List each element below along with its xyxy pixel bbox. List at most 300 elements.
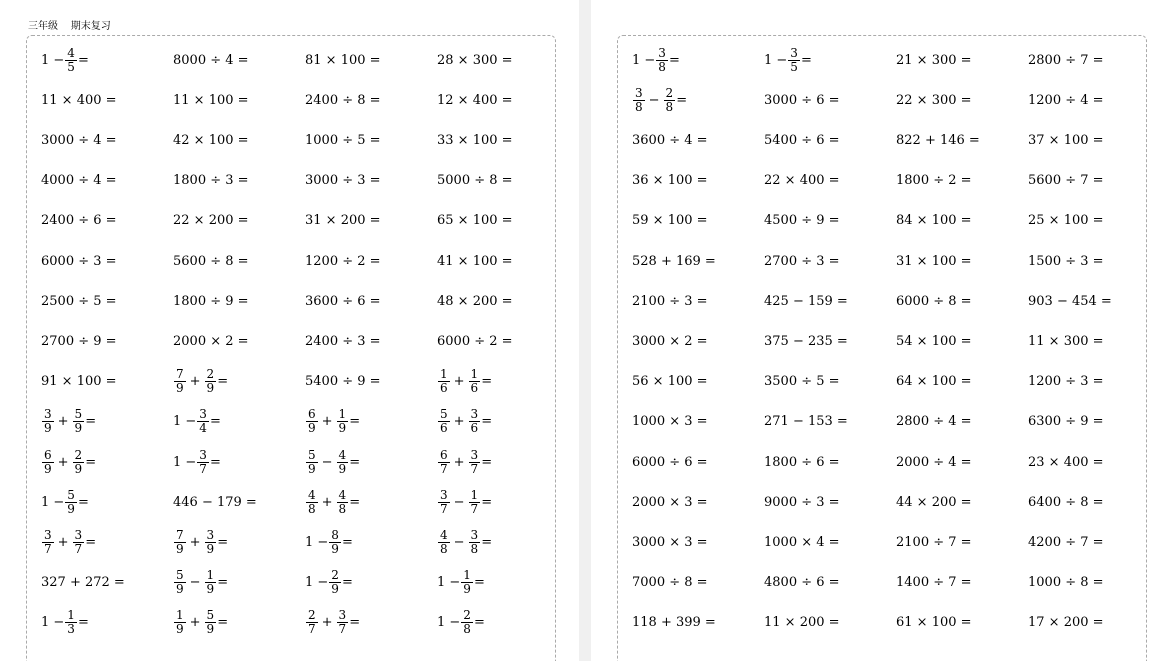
fraction-denominator: 7 xyxy=(470,501,479,516)
fraction-numerator: 3 xyxy=(206,527,215,542)
problem-text: 375 − 235 = xyxy=(764,333,848,349)
fraction xyxy=(337,449,349,476)
problem-text: 528 + 169 = xyxy=(632,253,716,269)
math-problem xyxy=(896,482,1028,522)
problem-text: 2700 ÷ 3 = xyxy=(764,253,840,269)
fraction xyxy=(788,47,800,74)
math-problem xyxy=(1028,402,1147,442)
equals-sign: = xyxy=(349,454,361,470)
problem-text: 3600 ÷ 4 = xyxy=(632,132,708,148)
math-problem xyxy=(764,482,896,522)
fraction-numerator: 3 xyxy=(440,487,448,502)
fraction xyxy=(42,529,54,556)
problem-text: 33 × 100 = xyxy=(437,132,513,148)
problem-text: 6000 ÷ 6 = xyxy=(632,454,708,470)
fraction-denominator: 9 xyxy=(206,541,215,556)
fraction-numerator: 6 xyxy=(308,407,316,422)
fraction-denominator: 9 xyxy=(44,461,52,476)
fraction-numerator: 3 xyxy=(470,447,479,462)
math-problem xyxy=(41,201,173,241)
fraction-numerator: 2 xyxy=(331,568,339,583)
math-problem xyxy=(764,563,896,603)
fraction xyxy=(306,489,318,516)
fraction-numerator: 4 xyxy=(440,527,448,542)
math-problem xyxy=(1028,241,1147,281)
problem-text: 1 − xyxy=(437,615,461,631)
problem-text: 11 × 300 = xyxy=(1028,333,1104,349)
fraction-numerator: 3 xyxy=(199,447,207,462)
fraction-denominator: 5 xyxy=(67,59,75,74)
fraction xyxy=(174,569,186,596)
operator: + xyxy=(321,414,333,430)
fraction-denominator: 9 xyxy=(308,421,316,436)
problem-grid-right xyxy=(618,36,1146,661)
problem-text: 48 × 200 = xyxy=(437,293,513,309)
math-problem xyxy=(1028,40,1147,80)
equals-sign: = xyxy=(209,414,221,430)
problem-text: 11 × 100 = xyxy=(173,92,249,108)
math-problem xyxy=(305,482,437,522)
math-problem xyxy=(305,522,437,562)
math-problem xyxy=(896,161,1028,201)
problem-text: 1000 × 4 = xyxy=(764,534,840,550)
fraction-denominator: 9 xyxy=(176,622,184,637)
problem-text: 2000 ÷ 4 = xyxy=(896,454,972,470)
fraction-denominator: 9 xyxy=(206,381,215,396)
math-problem xyxy=(1028,321,1147,361)
math-problem xyxy=(632,603,764,643)
math-problem xyxy=(437,563,556,603)
fraction-denominator: 9 xyxy=(338,421,347,436)
problem-text: 1 − xyxy=(41,494,65,510)
problem-text: 2400 ÷ 6 = xyxy=(41,213,117,229)
problem-text: 1 − xyxy=(305,534,329,550)
fraction-numerator: 4 xyxy=(308,487,316,502)
fraction-denominator: 3 xyxy=(67,622,75,637)
problem-text: 37 × 100 = xyxy=(1028,132,1104,148)
fraction-numerator: 1 xyxy=(470,367,479,382)
fraction xyxy=(65,47,77,74)
fraction xyxy=(337,609,349,636)
fraction xyxy=(306,609,318,636)
fraction-numerator: 3 xyxy=(199,407,207,422)
problem-text: 2700 ÷ 9 = xyxy=(41,333,117,349)
problem-text: 1800 ÷ 2 = xyxy=(896,173,972,189)
problem-text: 1200 ÷ 3 = xyxy=(1028,374,1104,390)
fraction-denominator: 9 xyxy=(176,582,184,597)
fraction-denominator: 7 xyxy=(470,461,479,476)
equals-sign: = xyxy=(85,454,97,470)
problem-text: 11 × 400 = xyxy=(41,92,117,108)
math-problem xyxy=(437,442,556,482)
equals-sign: = xyxy=(217,615,229,631)
problem-text: 1 − xyxy=(764,52,788,68)
problem-text: 44 × 200 = xyxy=(896,494,972,510)
fraction-denominator: 9 xyxy=(331,582,339,597)
fraction-numerator: 3 xyxy=(338,608,347,623)
operator: − xyxy=(321,454,333,470)
fraction-denominator: 8 xyxy=(308,501,316,516)
operator: + xyxy=(321,615,333,631)
equals-sign: = xyxy=(209,454,221,470)
math-problem xyxy=(764,40,896,80)
fraction-denominator: 8 xyxy=(463,622,471,637)
math-problem xyxy=(41,482,173,522)
fraction-numerator: 1 xyxy=(463,568,471,583)
problem-text: 1000 × 3 = xyxy=(632,414,708,430)
math-problem xyxy=(41,241,173,281)
math-problem xyxy=(896,40,1028,80)
math-problem xyxy=(896,201,1028,241)
math-problem xyxy=(896,362,1028,402)
problem-text: 3000 ÷ 3 = xyxy=(305,173,381,189)
math-problem xyxy=(632,161,764,201)
operator: + xyxy=(453,454,465,470)
math-problem xyxy=(41,522,173,562)
fraction xyxy=(73,529,85,556)
operator: − xyxy=(453,534,465,550)
fraction xyxy=(205,529,217,556)
operator: − xyxy=(189,575,201,591)
fraction xyxy=(469,368,481,395)
fraction-numerator: 7 xyxy=(176,527,184,542)
math-problem xyxy=(173,563,305,603)
equals-sign: = xyxy=(217,374,229,390)
fraction-denominator: 9 xyxy=(463,582,471,597)
equals-sign: = xyxy=(349,414,361,430)
math-problem xyxy=(896,281,1028,321)
fraction-numerator: 3 xyxy=(44,527,52,542)
math-problem xyxy=(764,321,896,361)
problem-text: 56 × 100 = xyxy=(632,374,708,390)
problem-text: 1200 ÷ 4 = xyxy=(1028,92,1104,108)
equals-sign: = xyxy=(217,575,229,591)
math-problem xyxy=(764,522,896,562)
math-problem xyxy=(41,603,173,643)
problem-text: 2000 × 3 = xyxy=(632,494,708,510)
problem-text: 6300 ÷ 9 = xyxy=(1028,414,1104,430)
problem-text: 1 − xyxy=(632,52,656,68)
fraction xyxy=(197,408,209,435)
problem-grid-left xyxy=(27,36,555,661)
math-problem xyxy=(896,522,1028,562)
problem-text: 65 × 100 = xyxy=(437,213,513,229)
equals-sign: = xyxy=(349,615,361,631)
equals-sign: = xyxy=(481,534,493,550)
fraction-denominator: 9 xyxy=(176,381,184,396)
fraction-denominator: 8 xyxy=(658,59,666,74)
math-problem xyxy=(305,161,437,201)
equals-sign: = xyxy=(341,534,353,550)
problem-text: 42 × 100 = xyxy=(173,132,249,148)
math-problem xyxy=(764,281,896,321)
math-problem xyxy=(1028,522,1147,562)
problem-text: 822 + 146 = xyxy=(896,132,980,148)
fraction-denominator: 8 xyxy=(470,541,479,556)
math-problem xyxy=(41,402,173,442)
fraction-denominator: 9 xyxy=(44,421,52,436)
fraction xyxy=(65,489,77,516)
fraction-denominator: 8 xyxy=(338,501,347,516)
math-problem xyxy=(764,241,896,281)
problem-text: 1800 ÷ 3 = xyxy=(173,173,249,189)
problem-text: 3000 × 3 = xyxy=(632,534,708,550)
fraction-numerator: 2 xyxy=(74,447,83,462)
problem-text: 6000 ÷ 8 = xyxy=(896,293,972,309)
problem-text: 23 × 400 = xyxy=(1028,454,1104,470)
fraction-denominator: 7 xyxy=(440,501,448,516)
math-problem xyxy=(437,482,556,522)
fraction xyxy=(205,368,217,395)
problem-text: 3000 ÷ 4 = xyxy=(41,132,117,148)
operator: + xyxy=(321,494,333,510)
equals-sign: = xyxy=(77,615,89,631)
problem-text: 91 × 100 = xyxy=(41,374,117,390)
math-problem xyxy=(173,40,305,80)
math-problem xyxy=(632,482,764,522)
problem-text: 1000 ÷ 5 = xyxy=(305,132,381,148)
problem-text: 6400 ÷ 8 = xyxy=(1028,494,1104,510)
math-problem xyxy=(437,40,556,80)
equals-sign: = xyxy=(77,494,89,510)
math-problem xyxy=(41,120,173,160)
fraction-numerator: 1 xyxy=(176,608,184,623)
math-problem xyxy=(1028,563,1147,603)
math-problem xyxy=(305,120,437,160)
math-problem xyxy=(173,120,305,160)
math-problem xyxy=(173,281,305,321)
math-problem xyxy=(437,603,556,643)
fraction xyxy=(656,47,668,74)
equals-sign: = xyxy=(668,52,680,68)
fraction-numerator: 5 xyxy=(67,487,75,502)
fraction-denominator: 6 xyxy=(470,381,479,396)
math-problem xyxy=(305,603,437,643)
problem-text: 1 − xyxy=(173,414,197,430)
fraction-numerator: 7 xyxy=(176,367,184,382)
math-problem xyxy=(305,321,437,361)
fraction xyxy=(65,609,77,636)
math-problem xyxy=(632,281,764,321)
fraction xyxy=(205,569,217,596)
fraction xyxy=(461,609,473,636)
problem-text: 3600 ÷ 6 = xyxy=(305,293,381,309)
operator: + xyxy=(453,374,465,390)
math-problem xyxy=(632,241,764,281)
equals-sign: = xyxy=(85,414,97,430)
equals-sign: = xyxy=(473,615,485,631)
math-problem xyxy=(437,241,556,281)
math-problem xyxy=(437,402,556,442)
math-problem xyxy=(1028,442,1147,482)
math-problem xyxy=(41,362,173,402)
fraction xyxy=(42,408,54,435)
equals-sign: = xyxy=(473,575,485,591)
fraction-numerator: 3 xyxy=(635,85,643,100)
fraction xyxy=(438,449,450,476)
math-problem xyxy=(896,321,1028,361)
fraction-denominator: 9 xyxy=(74,461,83,476)
problem-text: 2100 ÷ 7 = xyxy=(896,534,972,550)
math-problem xyxy=(632,40,764,80)
problem-text: 84 × 100 = xyxy=(896,213,972,229)
math-problem xyxy=(764,603,896,643)
math-problem xyxy=(632,120,764,160)
problem-text: 1800 ÷ 9 = xyxy=(173,293,249,309)
math-problem xyxy=(632,522,764,562)
fraction-denominator: 6 xyxy=(470,421,479,436)
math-problem xyxy=(896,120,1028,160)
fraction xyxy=(438,408,450,435)
fraction xyxy=(438,368,450,395)
math-problem xyxy=(305,201,437,241)
math-problem xyxy=(305,281,437,321)
math-problem xyxy=(764,80,896,120)
math-problem xyxy=(437,522,556,562)
fraction xyxy=(337,489,349,516)
problem-text: 3000 ÷ 6 = xyxy=(764,92,840,108)
math-problem xyxy=(305,40,437,80)
fraction-denominator: 7 xyxy=(44,541,52,556)
fraction-denominator: 7 xyxy=(440,461,448,476)
problem-text: 5000 ÷ 8 = xyxy=(437,173,513,189)
math-problem xyxy=(437,120,556,160)
problem-text: 2100 ÷ 3 = xyxy=(632,293,708,309)
problem-text: 2000 × 2 = xyxy=(173,333,249,349)
math-problem xyxy=(173,482,305,522)
fraction-denominator: 9 xyxy=(206,622,215,637)
fraction-denominator: 9 xyxy=(67,501,75,516)
operator: + xyxy=(189,374,201,390)
problem-text: 271 − 153 = xyxy=(764,414,848,430)
math-problem xyxy=(173,321,305,361)
problem-text: 327 + 272 = xyxy=(41,575,125,591)
fraction xyxy=(174,609,186,636)
math-problem xyxy=(41,442,173,482)
fraction xyxy=(197,449,209,476)
problem-text: 2400 ÷ 3 = xyxy=(305,333,381,349)
fraction-denominator: 9 xyxy=(176,541,184,556)
operator: + xyxy=(57,454,69,470)
math-problem xyxy=(173,241,305,281)
operator: − xyxy=(648,92,660,108)
math-problem xyxy=(896,402,1028,442)
fraction xyxy=(461,569,473,596)
math-problem xyxy=(764,120,896,160)
problem-text: 3500 ÷ 5 = xyxy=(764,374,840,390)
problem-text: 8000 ÷ 4 = xyxy=(173,52,249,68)
equals-sign: = xyxy=(77,52,89,68)
fraction xyxy=(469,449,481,476)
problem-text: 1 − xyxy=(41,615,65,631)
problem-text: 31 × 200 = xyxy=(305,213,381,229)
problem-text: 54 × 100 = xyxy=(896,333,972,349)
problem-text: 12 × 400 = xyxy=(437,92,513,108)
fraction xyxy=(337,408,349,435)
problem-text: 5400 ÷ 9 = xyxy=(305,374,381,390)
fraction-denominator: 8 xyxy=(440,541,448,556)
fraction-numerator: 3 xyxy=(790,45,798,60)
fraction xyxy=(664,87,676,114)
fraction-numerator: 2 xyxy=(308,608,316,623)
equals-sign: = xyxy=(800,52,812,68)
math-problem xyxy=(1028,362,1147,402)
math-problem xyxy=(437,161,556,201)
math-problem xyxy=(764,201,896,241)
problem-text: 903 − 454 = xyxy=(1028,293,1112,309)
problem-text: 11 × 200 = xyxy=(764,615,840,631)
math-problem xyxy=(173,161,305,201)
fraction-denominator: 7 xyxy=(308,622,316,637)
math-problem xyxy=(896,442,1028,482)
equals-sign: = xyxy=(481,494,493,510)
equals-sign: = xyxy=(217,534,229,550)
problem-text: 28 × 300 = xyxy=(437,52,513,68)
worksheet-header: 三年级 期末复习 xyxy=(28,21,111,32)
problem-text: 9000 ÷ 3 = xyxy=(764,494,840,510)
fraction-numerator: 4 xyxy=(338,447,347,462)
problem-text: 6000 ÷ 3 = xyxy=(41,253,117,269)
problem-text: 4000 ÷ 4 = xyxy=(41,173,117,189)
fraction-numerator: 6 xyxy=(440,447,448,462)
problem-text: 64 × 100 = xyxy=(896,374,972,390)
fraction xyxy=(73,449,85,476)
math-problem xyxy=(1028,120,1147,160)
fraction-denominator: 9 xyxy=(74,421,83,436)
math-problem xyxy=(173,402,305,442)
problem-text: 31 × 100 = xyxy=(896,253,972,269)
fraction-denominator: 9 xyxy=(308,461,316,476)
math-problem xyxy=(896,80,1028,120)
math-problem xyxy=(41,80,173,120)
problem-text: 1800 ÷ 6 = xyxy=(764,454,840,470)
math-problem xyxy=(41,40,173,80)
math-problem xyxy=(764,402,896,442)
problem-text: 2500 ÷ 5 = xyxy=(41,293,117,309)
operator: + xyxy=(189,534,201,550)
fraction-numerator: 2 xyxy=(665,85,674,100)
problem-text: 1 − xyxy=(41,52,65,68)
fraction-denominator: 7 xyxy=(338,622,347,637)
fraction-numerator: 5 xyxy=(308,447,316,462)
fraction xyxy=(329,569,341,596)
math-problem xyxy=(437,80,556,120)
math-problem xyxy=(1028,603,1147,643)
fraction xyxy=(633,87,645,114)
problem-text: 7000 ÷ 8 = xyxy=(632,575,708,591)
fraction xyxy=(438,489,450,516)
math-problem xyxy=(305,241,437,281)
problem-text: 4800 ÷ 6 = xyxy=(764,575,840,591)
fraction-numerator: 3 xyxy=(44,407,52,422)
problem-text: 1 − xyxy=(437,575,461,591)
math-problem xyxy=(896,603,1028,643)
problem-text: 4200 ÷ 7 = xyxy=(1028,534,1104,550)
problem-text: 81 × 100 = xyxy=(305,52,381,68)
math-problem xyxy=(632,563,764,603)
problem-text: 36 × 100 = xyxy=(632,173,708,189)
operator: + xyxy=(453,414,465,430)
math-problem xyxy=(173,442,305,482)
fraction xyxy=(174,368,186,395)
math-problem xyxy=(1028,281,1147,321)
math-problem xyxy=(173,362,305,402)
fraction-numerator: 3 xyxy=(74,527,83,542)
equals-sign: = xyxy=(341,575,353,591)
fraction-numerator: 3 xyxy=(470,407,479,422)
math-problem xyxy=(305,80,437,120)
math-problem xyxy=(896,241,1028,281)
